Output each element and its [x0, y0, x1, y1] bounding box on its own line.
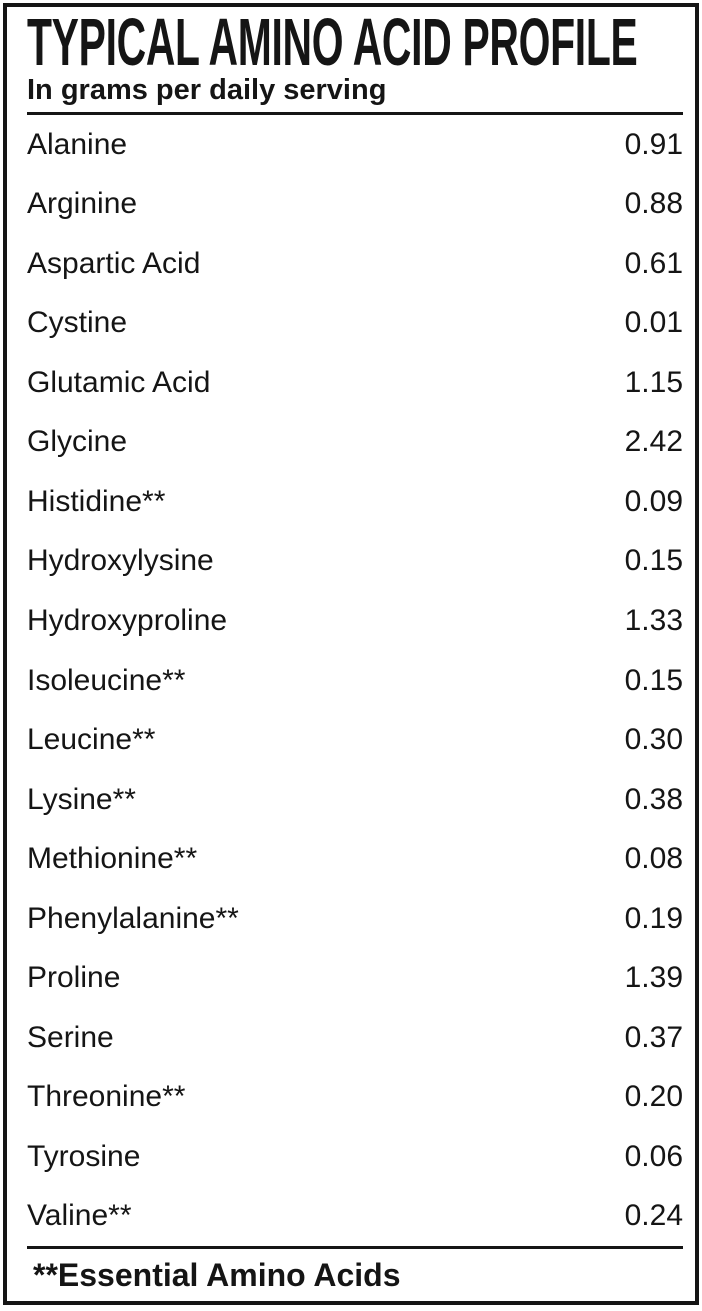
amino-acid-value: 0.37: [624, 1020, 683, 1054]
table-row: [27, 1008, 683, 1068]
amino-acid-name: Methionine**: [27, 842, 198, 876]
amino-acid-name: Alanine: [27, 127, 128, 161]
amino-acid-value: 1.15: [624, 365, 683, 399]
amino-acid-name: Serine: [27, 1020, 114, 1054]
amino-acid-profile-panel: [3, 3, 699, 1305]
table-row: [27, 472, 683, 532]
amino-acid-name: Valine**: [27, 1199, 132, 1233]
panel-subtitle: In grams per daily serving: [27, 74, 387, 106]
table-row: [27, 829, 683, 889]
amino-acid-value: 0.38: [624, 782, 683, 816]
amino-acid-name: Hydroxylysine: [27, 544, 214, 578]
amino-acid-name: Hydroxyproline: [27, 604, 228, 638]
amino-acid-table: [7, 115, 695, 1246]
amino-acid-name: Histidine**: [27, 484, 166, 518]
table-row: [27, 1068, 683, 1128]
table-row: [27, 115, 683, 175]
amino-acid-name: Glutamic Acid: [27, 365, 211, 399]
amino-acid-name: Arginine: [27, 187, 138, 221]
amino-acid-value: 0.61: [624, 246, 683, 280]
amino-acid-value: 0.01: [624, 306, 683, 340]
table-row: [27, 1187, 683, 1247]
panel-title: TYPICAL AMINO ACID PROFILE: [27, 5, 638, 80]
essential-amino-acids-footnote: **Essential Amino Acids: [33, 1256, 401, 1293]
amino-acid-name: Lysine**: [27, 782, 136, 816]
table-row: [27, 175, 683, 235]
table-row: [27, 770, 683, 830]
amino-acid-value: 2.42: [624, 425, 683, 459]
table-row: [27, 889, 683, 949]
amino-acid-value: 0.30: [624, 723, 683, 757]
amino-acid-value: 1.33: [624, 604, 683, 638]
panel-header: [7, 7, 695, 107]
table-row: [27, 591, 683, 651]
amino-acid-value: 0.08: [624, 842, 683, 876]
amino-acid-name: Isoleucine**: [27, 663, 186, 697]
amino-acid-value: 0.06: [624, 1139, 683, 1173]
amino-acid-value: 0.20: [624, 1080, 683, 1114]
table-row: [27, 948, 683, 1008]
amino-acid-value: 0.15: [624, 663, 683, 697]
amino-acid-name: Aspartic Acid: [27, 246, 201, 280]
amino-acid-value: 0.91: [624, 127, 683, 161]
amino-acid-value: 0.88: [624, 187, 683, 221]
amino-acid-value: 0.24: [624, 1199, 683, 1233]
table-row: [27, 353, 683, 413]
amino-acid-name: Threonine**: [27, 1080, 186, 1114]
table-row: [27, 1127, 683, 1187]
amino-acid-name: Proline: [27, 961, 121, 995]
panel-title-wrap: [27, 5, 683, 80]
amino-acid-name: Glycine: [27, 425, 128, 459]
amino-acid-value: 1.39: [624, 961, 683, 995]
table-row: [27, 651, 683, 711]
table-row: [27, 234, 683, 294]
amino-acid-name: Leucine**: [27, 723, 156, 757]
table-row: [27, 413, 683, 473]
amino-acid-name: Tyrosine: [27, 1139, 141, 1173]
amino-acid-value: 0.19: [624, 901, 683, 935]
amino-acid-value: 0.09: [624, 484, 683, 518]
amino-acid-name: Cystine: [27, 306, 128, 340]
amino-acid-name: Phenylalanine**: [27, 901, 239, 935]
table-row: [27, 532, 683, 592]
table-row: [27, 294, 683, 354]
table-row: [27, 710, 683, 770]
amino-acid-value: 0.15: [624, 544, 683, 578]
